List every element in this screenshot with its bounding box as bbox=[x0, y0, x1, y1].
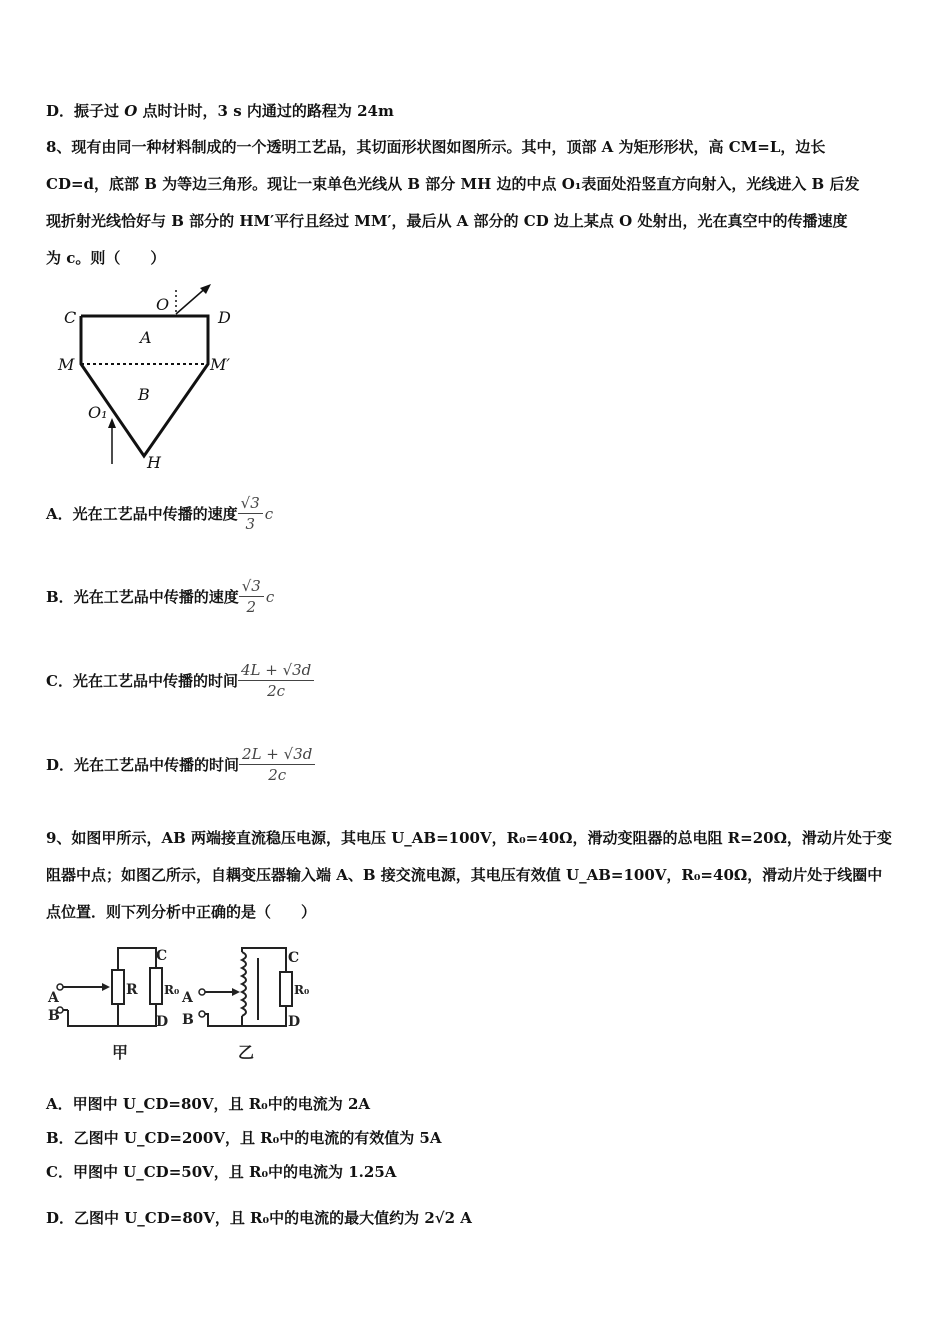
q8-label-c: C bbox=[64, 308, 77, 327]
yi-label-r0: R₀ bbox=[294, 983, 310, 997]
fraction: $\frac{4L + √3d}{2c}$ bbox=[238, 660, 314, 701]
q8-stem-line3: 现折射光线恰好与 B 部分的 HM′平行且经过 MM′，最后从 A 部分的 CD 边上某点 O 处射出，光在真空中的传播速度 bbox=[46, 212, 848, 230]
q8-label-m: M bbox=[58, 355, 75, 374]
fraction: $\frac{√3}{3}$ bbox=[238, 493, 263, 534]
yi-label-d: D bbox=[288, 1014, 301, 1030]
option-letter: A． bbox=[46, 505, 73, 523]
q9-option-a[interactable]: A．甲图中 U_CD=80V，且 R₀中的电流为 2A bbox=[46, 1095, 371, 1113]
yi-r0 bbox=[280, 972, 292, 1006]
option-letter: D． bbox=[46, 756, 75, 774]
q9-stem-line1: 9、如图甲所示，AB 两端接直流稳压电源，其电压 U_AB=100V，R₀=40Ω，滑动变阻器的总电阻 R=20Ω，滑动片处于变 bbox=[46, 829, 892, 847]
q8-stem-line4: 为 c。则（ ） bbox=[46, 249, 166, 267]
q8-label-mp: M′ bbox=[210, 355, 231, 374]
yi-slider-arrow bbox=[232, 988, 240, 996]
q8-option-c[interactable] bbox=[46, 660, 314, 701]
q8-label-b: B bbox=[138, 385, 150, 404]
jia-top-wire bbox=[118, 948, 156, 970]
q8-incident-arrowhead bbox=[108, 418, 116, 428]
jia-r0 bbox=[150, 968, 162, 1004]
yi-caption: 乙 bbox=[238, 1043, 255, 1062]
q8-stem-line2: CD=d，底部 B 为等边三角形。现让一束单色光线从 B 部分 MH 边的中点 O₁表面处沿竖直方向射入，光线进入 B 后发 bbox=[46, 175, 860, 193]
q8-label-h: H bbox=[147, 453, 161, 472]
yi-coil bbox=[242, 952, 246, 1016]
jia-bottom-wire bbox=[118, 1004, 156, 1026]
q8-option-b[interactable] bbox=[46, 576, 274, 617]
yi-b-wire bbox=[204, 1014, 242, 1026]
jia-caption: 甲 bbox=[112, 1043, 129, 1062]
yi-label-a: A bbox=[182, 990, 193, 1006]
yi-label-b: B bbox=[182, 1012, 194, 1028]
q8-label-d: D bbox=[218, 308, 231, 327]
q8-figure bbox=[50, 282, 250, 477]
option-text: 光在工艺品中传播的速度 bbox=[73, 588, 239, 606]
option-letter: C． bbox=[46, 672, 73, 690]
option-tail: c bbox=[265, 587, 275, 606]
jia-label-r: R bbox=[126, 982, 138, 998]
option-text: 光在工艺品中传播的时间 bbox=[74, 756, 240, 774]
jia-label-b: B bbox=[48, 1008, 60, 1024]
jia-label-a: A bbox=[48, 990, 59, 1006]
q8-option-d[interactable] bbox=[46, 744, 315, 785]
fraction: $\frac{√3}{2}$ bbox=[239, 576, 264, 617]
fraction: $\frac{2L + √3d}{2c}$ bbox=[239, 744, 315, 785]
jia-rheostat bbox=[112, 970, 124, 1004]
q9-option-c[interactable]: C．甲图中 U_CD=50V，且 R₀中的电流为 1.25A bbox=[46, 1163, 397, 1181]
jia-label-r0: R₀ bbox=[164, 983, 180, 997]
q8-option-a[interactable] bbox=[46, 493, 273, 534]
option-letter: B． bbox=[46, 588, 74, 606]
yi-terminal-b bbox=[199, 1011, 205, 1017]
yi-label-c: C bbox=[288, 950, 300, 966]
q9-figure bbox=[46, 940, 326, 1065]
jia-slider-arrow bbox=[102, 983, 110, 991]
q8-label-o: O bbox=[156, 295, 170, 314]
jia-label-c: C bbox=[156, 948, 168, 964]
option-tail: c bbox=[264, 504, 274, 523]
q9-option-b[interactable]: B．乙图中 U_CD=200V，且 R₀中的电流的有效值为 5A bbox=[46, 1129, 442, 1147]
yi-terminal-a bbox=[199, 989, 205, 995]
q8-label-o1: O₁ bbox=[88, 403, 108, 422]
q8-stem-line1: 8、现有由同一种材料制成的一个透明工艺品，其切面形状图如图所示。其中，顶部 A 为矩形形状，高 CM=L，边长 bbox=[46, 138, 826, 156]
q9-stem-line2: 阻器中点；如图乙所示，自耦变压器输入端 A、B 接交流电源，其电压有效值 U_AB=100V，R₀=40Ω，滑动片处于线圈中 bbox=[46, 866, 883, 884]
q8-label-a: A bbox=[140, 328, 152, 347]
option-text: 光在工艺品中传播的速度 bbox=[72, 505, 238, 523]
q9-option-d[interactable]: D．乙图中 U_CD=80V，且 R₀中的电流的最大值约为 2√2 A bbox=[46, 1209, 472, 1227]
yi-bottom-wire bbox=[242, 1006, 286, 1026]
jia-b-lead bbox=[68, 1010, 118, 1026]
yi-top-wire bbox=[242, 948, 286, 972]
q9-stem-line3: 点位置．则下列分析中正确的是（ ） bbox=[46, 903, 317, 921]
prev-option-d: D．振子过 O 点时计时，3 s 内通过的路程为 24m bbox=[46, 102, 394, 120]
option-text: 光在工艺品中传播的时间 bbox=[72, 672, 238, 690]
jia-label-d: D bbox=[156, 1014, 169, 1030]
